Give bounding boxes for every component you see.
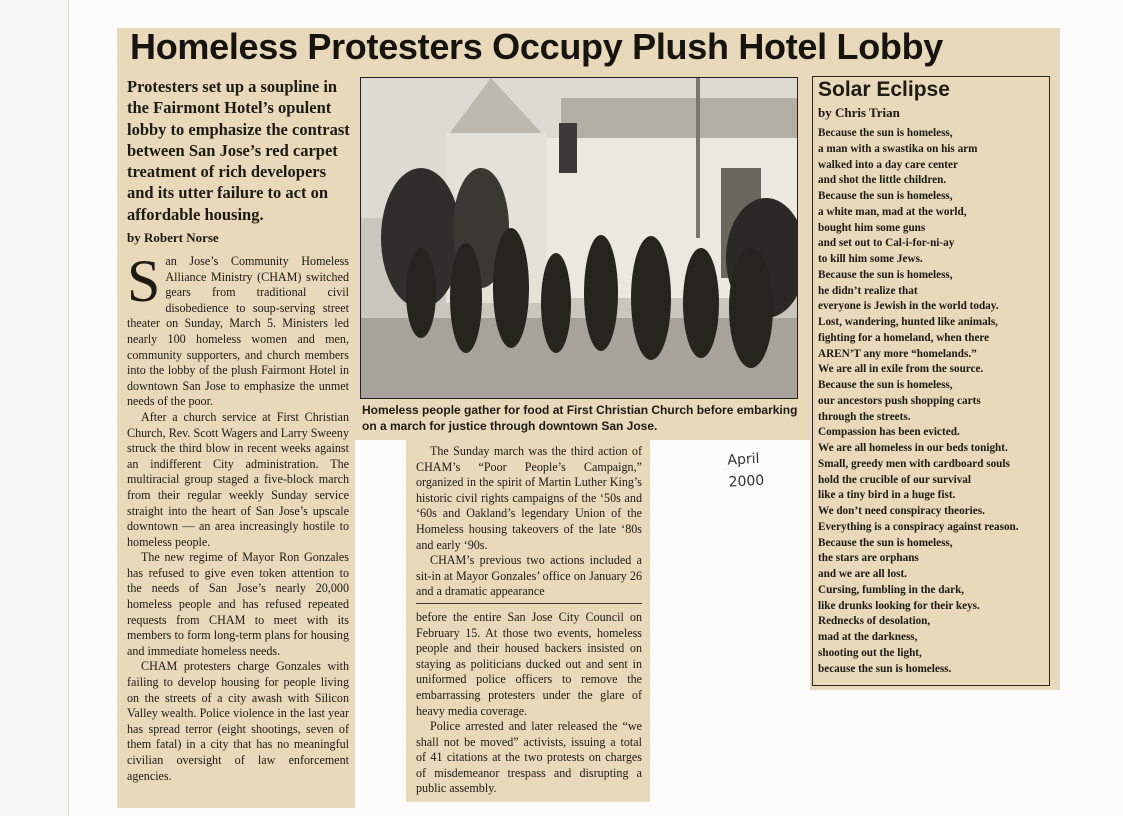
poem-title: Solar Eclipse: [818, 78, 950, 101]
poem-line: Compassion has been evicted.: [818, 426, 960, 439]
article-paragraph: [127, 248, 349, 410]
poem-line: to kill him some Jews.: [818, 253, 923, 265]
poem-line: Because the sun is homeless,: [818, 379, 953, 391]
poem-line: We are all in exile from the source.: [818, 363, 984, 376]
poem-lines: [818, 126, 1048, 677]
handwritten-year: 2000: [728, 472, 765, 491]
poem-line: a white man, mad at the world,: [818, 205, 967, 218]
poem-line: and shot the little children.: [818, 174, 947, 187]
article-paragraph-text: an Jose’s Community Homeless Alliance Ministry (CHAM) switched gears from traditional civil disobedience to soup-serving street theater on Sunday, March 5. Ministers led nearly 100 homeless women and men, community supporters, and church members into the lobby of the plush Fairmont Hotel in downtown San Jose to emphasize the unmet needs of the poor.: [127, 254, 349, 409]
poem-line: We don’t need conspiracy theories.: [818, 505, 985, 517]
poem-line: Cursing, fumbling in the dark,: [818, 583, 965, 596]
poem-line: mad at the darkness,: [818, 631, 918, 643]
photo-caption: Homeless people gather for food at First Christian Church before embarking on a march for justice through downtown San Jose.: [362, 403, 798, 433]
poem-line: Because the sun is homeless,: [818, 127, 953, 139]
poem-line: Rednecks of desolation,: [818, 615, 931, 628]
poem-byline: by Chris Trian: [818, 105, 900, 120]
poem-line: through the streets.: [818, 410, 911, 423]
article-headline: Homeless Protesters Occupy Plush Hotel Lobby: [130, 26, 944, 67]
poem-line: Because the sun is homeless,: [818, 268, 953, 281]
article-paragraph: Police arrested and later released the “we shall not be moved” activists, issuing a total of 41 citations at the two protests on charges of misdemeanor trespass and disrupting a public assembly.: [416, 719, 642, 796]
poem-line: Lost, wandering, hunted like animals,: [818, 316, 998, 328]
poem-line: We are all homeless in our beds tonight.: [818, 442, 1008, 454]
news-photo: [360, 77, 798, 399]
poem-line: he didn’t realize that: [818, 284, 918, 297]
poem-line: fighting for a homeland, when there: [818, 331, 990, 344]
article-deck: Protesters set up a soupline in the Fairmont Hotel’s opulent lobby to emphasize the contrast between San Jose’s red carpet treatment of rich developers and its utter failure to act on affordable housing.: [127, 77, 350, 224]
article-middle-column: [416, 444, 642, 797]
column-divider: [416, 603, 642, 604]
poem-line: shooting out the light,: [818, 646, 922, 659]
poem-line: the stars are orphans: [818, 552, 919, 565]
poem-line: our ancestors push shopping carts: [818, 394, 981, 407]
poem-line: hold the crucible of our survival: [818, 473, 972, 486]
article-paragraph: After a church service at First Christian Church, Rev. Scott Wagers and Larry Sweeny struck the third blow in recent weeks against an indifferent City administration. The multiracial group staged a five-block march from their regular weekly Sunday service straight into the heart of San Jose’s upscale downtown — an area increasingly hostile to homeless people.: [127, 409, 349, 549]
poem-line: and set out to Cal-i-for-ni-ay: [818, 237, 955, 250]
handwritten-date-note: [727, 446, 789, 493]
poem-line: because the sun is homeless.: [818, 662, 952, 675]
poem-line: bought him some guns: [818, 221, 926, 234]
article-left-column: [127, 248, 349, 784]
poem-line: and we are all lost.: [818, 568, 907, 580]
poem-line: like drunks looking for their keys.: [818, 599, 980, 612]
handwritten-month: April: [727, 450, 760, 469]
article-paragraph: CHAM’s previous two actions included a sit-in at Mayor Gonzales’ office on January 26 and a dramatic appearance: [416, 553, 642, 599]
poem-line: everyone is Jewish in the world today.: [818, 300, 999, 313]
poem-line: Because the sun is homeless,: [818, 190, 953, 202]
poem-line: Everything is a conspiracy against reason.: [818, 520, 1019, 533]
poem-line: AREN’T any more “homelands.”: [818, 347, 977, 360]
article-byline: by Robert Norse: [127, 230, 219, 245]
article-paragraph: The Sunday march was the third action of CHAM’s “Poor People’s Campaign,” organized in the spirit of Martin Luther King’s historic civil rights campaigns of the ‘50s and ‘60s and Oakland’s legendary Union of the Homeless housing takeovers of the late ‘80s and early ‘90s.: [416, 444, 642, 552]
article-paragraph: before the entire San Jose City Council on February 15. At those two events, homeless people and their housed backers insisted on staying as politicians ducked out and sent in uniformed police officers to remove the embarrassing protesters under the glare of heavy media coverage.: [416, 609, 642, 718]
poem-line: walked into a day care center: [818, 158, 958, 171]
drop-cap: S: [127, 248, 161, 314]
article-paragraph: CHAM protesters charge Gonzales with failing to develop housing for people living on the streets of a city awash with Silicon Valley wealth. Police violence in the last year has spread terror (eight shootings, seven of them fatal) in a city that has no meaningful civilian oversight of law enforcement agencies.: [127, 659, 349, 783]
poem-line: Because the sun is homeless,: [818, 536, 953, 549]
poem-line: a man with a swastika on his arm: [818, 142, 978, 155]
poem-line: Small, greedy men with cardboard souls: [818, 457, 1010, 470]
article-paragraph: The new regime of Mayor Ron Gonzales has refused to give even token attention to the needs of San Jose’s nearly 20,000 homeless people and has refused repeated requests from CHAM to meet with its members to form long-term plans for housing and immediate homeless needs.: [127, 550, 349, 658]
poem-line: like a tiny bird in a huge fist.: [818, 489, 956, 502]
